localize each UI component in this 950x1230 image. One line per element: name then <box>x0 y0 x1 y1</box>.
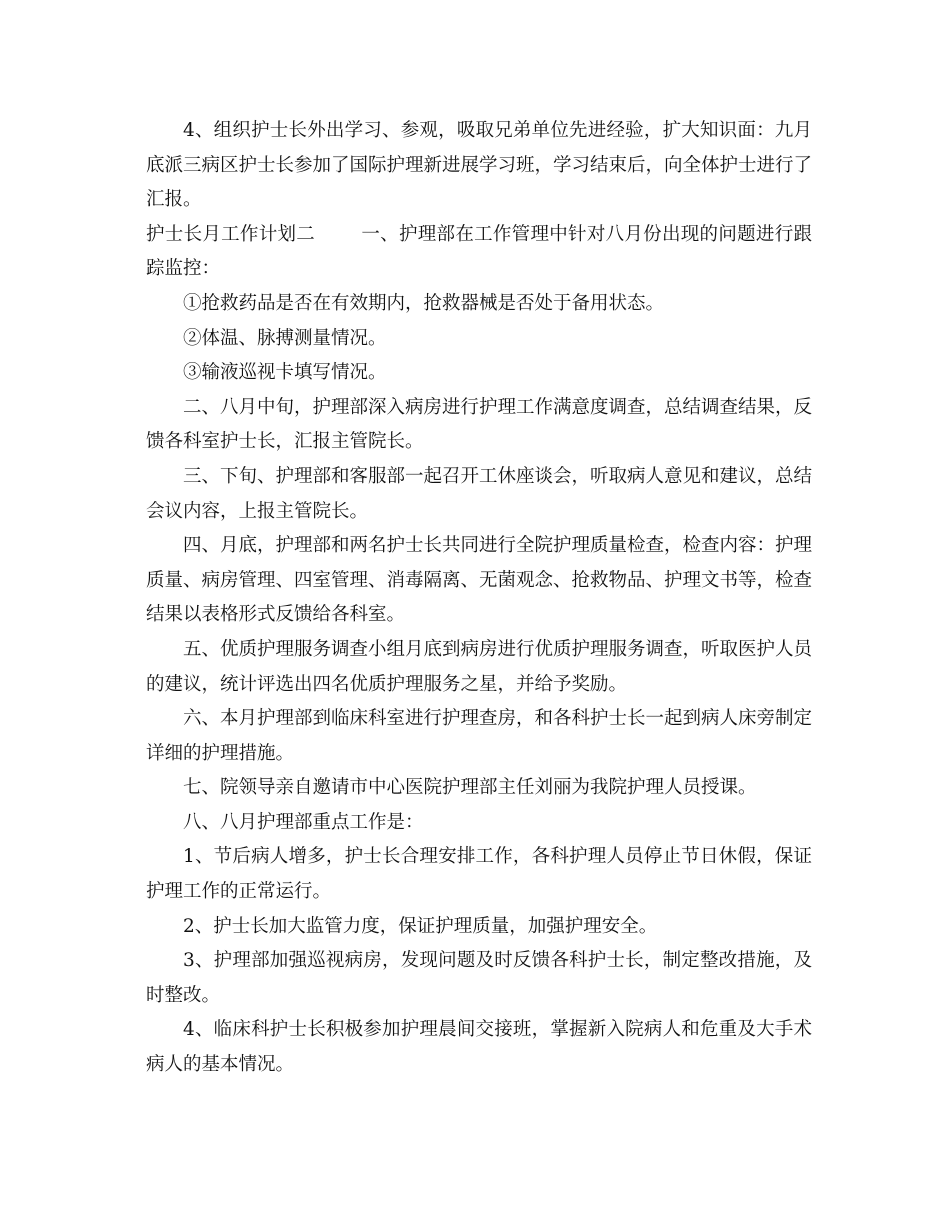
list-item-infusion: ③输液巡视卡填写情况。 <box>183 362 387 384</box>
list-item-scheduling: 1、节后病人增多，护士长合理安排工作，各科护理人员停止节日休假，保证护理工作的正常运行。 <box>146 846 812 903</box>
paragraph-lecture: 七、院领导亲自邀请市中心医院护理部主任刘丽为我院护理人员授课。 <box>183 777 757 799</box>
section-title: 护士长月工作计划二 <box>146 223 316 245</box>
paragraph-key-work: 八、八月护理部重点工作是： <box>183 811 424 833</box>
paragraph-patient-forum: 三、下旬、护理部和客服部一起召开工休座谈会，听取病人意见和建议，总结会议内容，上报主管院长。 <box>146 465 813 522</box>
paragraph-satisfaction-survey: 二、八月中旬，护理部深入病房进行护理工作满意度调查，总结调查结果，反馈各科室护士长，汇报主管院长。 <box>146 396 813 453</box>
paragraph-monitoring: 一、护理部在工作管理中针对八月份出现的问题进行跟踪监控： <box>146 223 812 280</box>
paragraph-study-visit: 4、组织护士长外出学习、参观，吸取兄弟单位先进经验，扩大知识面：九月底派三病区护士长参加了国际护理新进展学习班，学习结束后，向全体护士进行了汇报。 <box>146 120 813 211</box>
list-item-drugs: ①抢救药品是否在有效期内，抢救器械是否处于备用状态。 <box>183 292 665 314</box>
paragraph-plan-two <box>146 218 812 287</box>
list-item-ward-patrol: 3、护理部加强巡视病房，发现问题及时反馈各科护士长，制定整改措施，及时整改。 <box>146 950 812 1006</box>
list-item-supervision: 2、护士长加大监管力度，保证护理质量，加强护理安全。 <box>183 915 658 937</box>
list-item-vitals: ②体温、脉搏测量情况。 <box>183 327 387 349</box>
paragraph-quality-check: 四、月底，护理部和两名护士长共同进行全院护理质量检查，检查内容：护理质量、病房管理、四室管理、消毒隔离、无菌观念、抢救物品、护理文书等，检查结果以表格形式反馈给各科室。 <box>146 535 813 626</box>
document-page <box>146 114 812 1083</box>
paragraph-quality-service: 五、优质护理服务调查小组月底到病房进行优质护理服务调查，听取医护人员的建议，统计评选出四名优质护理服务之星，并给予奖励。 <box>146 638 813 695</box>
list-item-handover: 4、临床科护士长积极参加护理晨间交接班，掌握新入院病人和危重及大手术病人的基本情况。 <box>146 1019 812 1076</box>
paragraph-nursing-rounds: 六、本月护理部到临床科室进行护理查房，和各科护士长一起到病人床旁制定详细的护理措施。 <box>146 708 813 764</box>
